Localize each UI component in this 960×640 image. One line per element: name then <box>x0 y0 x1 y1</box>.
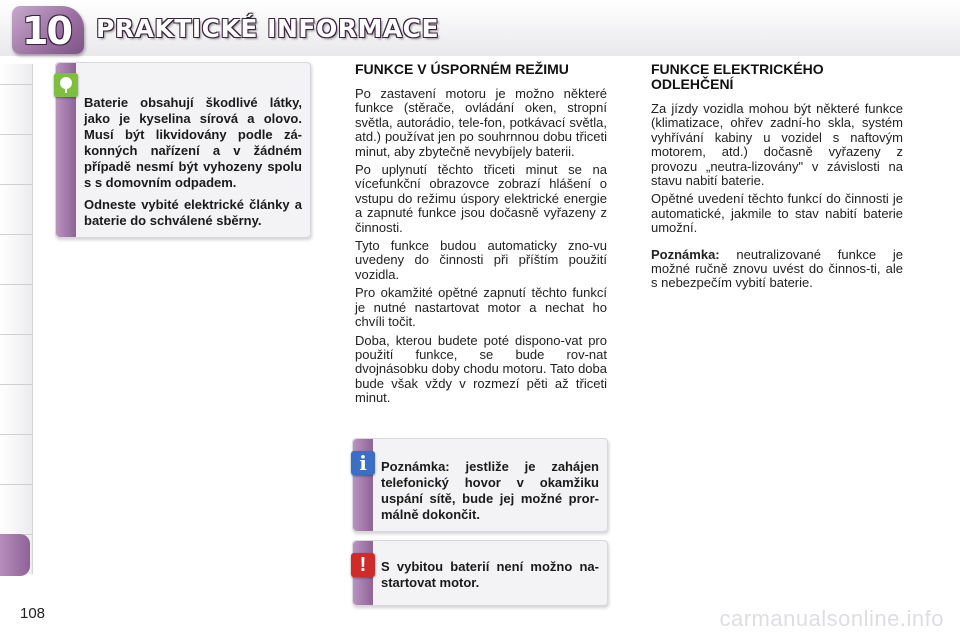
note-text: neutralizované funkce je možné ručně znovu uvést do činnos-ti, ale s nebezpečím vybití baterie. <box>651 246 903 291</box>
environment-note-text <box>84 95 302 235</box>
paragraph: Pro okamžité opětné zapnutí těchto funkcí je nutné nastartovat motor a nechat ho chvíli točit. <box>355 285 607 330</box>
chapter-tabs <box>0 64 33 574</box>
tab-divider <box>0 284 32 285</box>
note-paragraph <box>651 248 903 291</box>
chapter-title: PRAKTICKÉ INFORMACE <box>96 14 440 43</box>
environment-note-box <box>55 62 311 238</box>
tab-divider <box>0 334 32 335</box>
power-saving-section <box>355 62 607 410</box>
load-reduction-section <box>651 62 903 295</box>
warning-note-text: S vybitou baterií není možno na-startovat motor. <box>381 559 599 590</box>
info-note-box <box>352 438 608 532</box>
environment-paragraph: Odneste vybité elektrické články a baterie do schválené sběrny. <box>84 197 302 228</box>
page-number: 108 <box>20 605 46 622</box>
exclamation-icon: ! <box>351 553 375 577</box>
watermark: carmanualsonline.info <box>719 606 944 631</box>
tab-divider <box>0 484 32 485</box>
paragraph: Po uplynutí těchto třiceti minut se na vícefunkční obrazovce zobrazí hlášení o vstupu do režimu úspory elektrické energie a zapnuté funkce jsou dočasně vyřazeny z činnosti. <box>355 162 607 235</box>
section-heading: FUNKCE V ÚSPORNÉM REŽIMU <box>355 61 569 77</box>
environment-paragraph: Baterie obsahují škodlivé látky, jako je kyselina sírová a olovo. Musí být likvidovány podle zá-konných nařízení a v žádném případě nesmí být vyhozeny spolu s s domovním odpadem. <box>84 95 302 190</box>
tree-icon <box>54 73 78 97</box>
section-heading: FUNKCE ELEKTRICKÉHO ODLEHČENÍ <box>651 61 824 92</box>
tab-divider <box>0 384 32 385</box>
info-icon: i <box>351 451 375 475</box>
note-label: Poznámka: <box>651 246 720 262</box>
paragraph: Doba, kterou budete poté dispono-vat pro použití funkce, se bude rov-nat dvojnásobku doby chodu motoru. Tato doba bude však vždy v rozmezí pěti až třiceti minut. <box>355 332 607 406</box>
tab-divider <box>0 434 32 435</box>
info-note-text <box>381 459 599 523</box>
tab-divider <box>0 84 32 85</box>
paragraph: Za jízdy vozidla mohou být některé funkce (klimatizace, ohřev zadní-ho skla, systém vyhřívání kabiny u vozidel s naftovým motorem, atd.) dočasně vyřazeny z provozu „neutra-lizovány" v závislosti na stavu nabití baterie. <box>651 101 903 189</box>
tab-divider <box>0 184 32 185</box>
warning-note-box <box>352 540 608 606</box>
info-text: jestliže je zahájen telefonický hovor v okamžiku uspání sítě, bude jej možné pror-málně dokončit. <box>381 459 599 522</box>
paragraph: Tyto funkce budou automaticky zno-vu uvedeny do činnosti při příštím použití vozidla. <box>355 238 607 282</box>
info-label: Poznámka: <box>381 459 450 474</box>
tab-divider <box>0 134 32 135</box>
paragraph: Po zastavení motoru je možno některé funkce (stěrače, ovládání oken, stropní světla, autorádio, tele-fon, potkávací světla, atd.) používat jen po souhrnnou dobu třiceti minut, aby zbytečně nevybíjely baterii. <box>355 86 607 159</box>
chapter-number: 10 <box>22 9 71 53</box>
paragraph: Opětné uvedení těchto funkcí do činnosti je automatické, jakmile to stav nabití baterie umožní. <box>651 191 903 236</box>
chapter-tab-active[interactable] <box>0 534 30 576</box>
tab-divider <box>0 234 32 235</box>
